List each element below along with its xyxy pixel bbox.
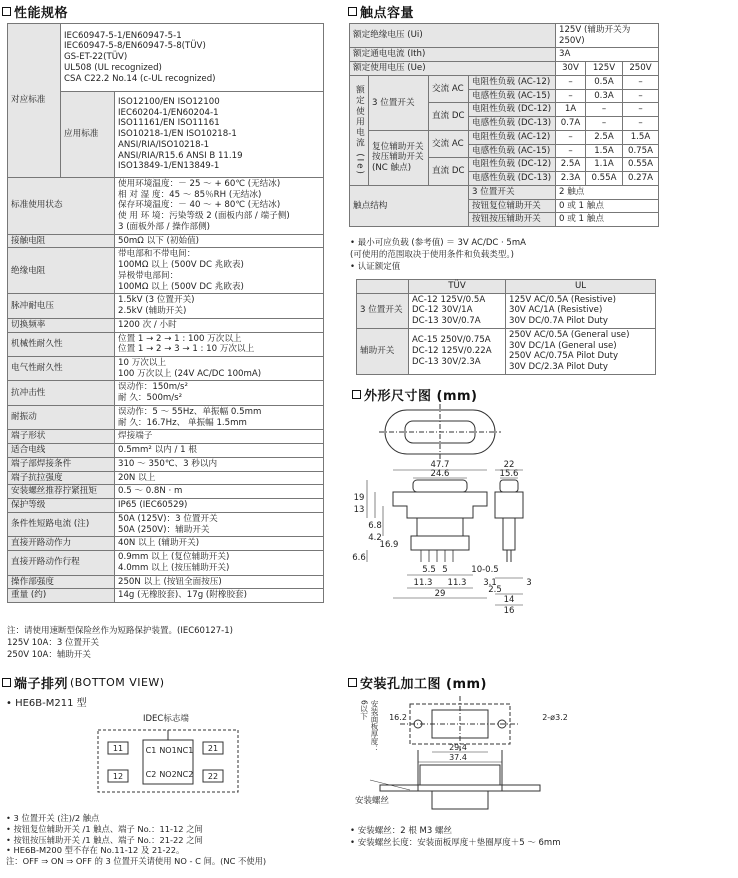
spec-label: 条件性短路电流 (注) [8, 512, 115, 536]
spec-value: 1200 次 / 小时 [115, 318, 324, 332]
term-nc2: NC2 [176, 770, 194, 779]
spec-value: 位置 1 → 2 → 1 : 100 万次以上 位置 1 → 2 → 3 → 1 : 10 万次以上 [115, 332, 324, 356]
spec-label: 操作部强度 [8, 575, 115, 589]
ui-value: 125V (辅助开关为 250V) [556, 24, 659, 48]
ie-label: 额定使用电流 (Ie) [350, 75, 369, 185]
load-value: 1.5A [586, 144, 623, 158]
ith-label: 额定通电电流 (Ith) [350, 48, 556, 62]
volt-header: 30V [556, 62, 586, 76]
spec-value: 0.5 ～ 0.8N · m [115, 485, 324, 499]
struct-label: 触点结构 [350, 185, 469, 226]
spec-value: 40N 以上 (辅助开关) [115, 537, 324, 551]
spec-label: 适合电线 [8, 444, 115, 458]
struct-value: 2 触点 [556, 185, 659, 199]
cert-name: 3 位置开关 [357, 293, 409, 328]
dim-11-3b: 11.3 [447, 578, 467, 588]
load-value: 0.75A [623, 144, 659, 158]
mount-16-2: 16.2 [389, 713, 407, 722]
term-no2: NO2 [159, 770, 177, 779]
load-value: – [623, 103, 659, 117]
dim-2-5: 2.5 [488, 585, 502, 595]
dim-47-7: 47.7 [430, 460, 450, 470]
spec-row [8, 405, 324, 429]
ui-label: 额定绝缘电压 (Ui) [350, 24, 556, 48]
spec-label: 绝缘电阻 [8, 248, 115, 294]
dim-16: 16 [503, 606, 515, 615]
ith-row [350, 48, 659, 62]
load-value: – [623, 89, 659, 103]
load-value: 0.7A [556, 117, 586, 131]
dim-5: 5 [442, 565, 448, 575]
term-c2: C2 [145, 770, 157, 779]
spec-row [8, 332, 324, 356]
spec-row [8, 589, 324, 603]
dim-6-6: 6.6 [352, 553, 366, 563]
spec-label: 端子部焊接条件 [8, 457, 115, 471]
contact-table [349, 23, 659, 227]
mount-title: 安装孔加工图 (mm) [348, 673, 487, 692]
mount-29-4: 29.4 [449, 743, 467, 752]
spec-row [8, 234, 324, 248]
std-row [8, 24, 324, 92]
term-12: 12 [112, 772, 124, 781]
ac-label: 交流 AC [429, 75, 469, 102]
load-value: – [556, 89, 586, 103]
spec-row [8, 457, 324, 471]
spec-row [8, 430, 324, 444]
spec-row [8, 178, 324, 235]
spec-label: 耐振动 [8, 405, 115, 429]
spec-row [8, 248, 324, 294]
spec-label: 重量 (约) [8, 589, 115, 603]
volt-header: 125V [586, 62, 623, 76]
app-label: 应用标准 [61, 92, 115, 178]
cert-tuv: AC-15 250V/0.75A DC-12 125V/0.22A DC-13 30V/2.3A [409, 328, 506, 374]
spec-label: 切换频率 [8, 318, 115, 332]
spec-value: 310 ～ 350℃、3 秒以内 [115, 457, 324, 471]
spec-value: 50mΩ 以下 (初始值) [115, 234, 324, 248]
struct-value: 0 或 1 触点 [556, 213, 659, 227]
load-value: – [586, 117, 623, 131]
cert-ul-header: UL [506, 280, 656, 294]
load-type: 电阻性负载 (AC-12) [469, 75, 556, 89]
volt-header: 250V [623, 62, 659, 76]
front-view-flange [393, 492, 487, 518]
aux-label: 复位辅助开关 按压辅助开关 (NC 触点) [369, 130, 429, 185]
spec-label: 脉冲耐电压 [8, 294, 115, 318]
load-type: 电阻性负载 (AC-12) [469, 130, 556, 144]
terminal-title: 端子排列 (BOTTOM VIEW) [2, 673, 165, 692]
spec-row [8, 357, 324, 381]
terminal-model: • HE6B-M211 型 [6, 698, 87, 709]
spec-row [8, 444, 324, 458]
ui-row [350, 24, 659, 48]
load-type: 电感性负载 (AC-15) [469, 144, 556, 158]
std-label: 对应标准 [8, 24, 61, 178]
load-value: 0.27A [623, 172, 659, 186]
spec-label: 安装螺丝推荐拧紧扭矩 [8, 485, 115, 499]
dc-label: 直流 DC [429, 103, 469, 130]
spec-label: 机械性耐久性 [8, 332, 115, 356]
cert-name: 辅助开关 [357, 328, 409, 374]
spec-label: 保护等级 [8, 499, 115, 513]
spec-value: 0.9mm 以上 (复位辅助开关) 4.0mm 以上 (按压辅助开关) [115, 551, 324, 575]
dimension-drawing [345, 400, 735, 615]
cert-ul: 125V AC/0.5A (Resistive) 30V AC/1A (Resistive) 30V DC/0.7A Pilot Duty [506, 293, 656, 328]
load-value: – [586, 103, 623, 117]
load-type: 电感性负载 (AC-15) [469, 89, 556, 103]
spec-label: 直接开路动作行程 [8, 551, 115, 575]
dim-16-9: 16.9 [379, 540, 399, 550]
dim-3: 3 [526, 578, 532, 588]
dim-22: 22 [503, 460, 515, 470]
perf-note: 注：请使用速断型保险丝作为短路保护装置。(IEC60127-1) 125V 10A：3 位置开关 250V 10A：辅助开关 [7, 626, 233, 660]
term-21: 21 [207, 744, 219, 753]
dim-19: 19 [353, 493, 365, 503]
spec-row [8, 499, 324, 513]
spec-label: 接触电阻 [8, 234, 115, 248]
dim-14: 14 [503, 595, 515, 605]
term-nc1: NC1 [176, 746, 194, 755]
spec-row [8, 512, 324, 536]
struct-name: 按钮复位辅助开关 [469, 199, 556, 213]
term-c1: C1 [145, 746, 157, 755]
mount-screw-label: 安装螺丝 [355, 796, 390, 806]
spec-value: 10 万次以上 100 万次以上 (24V AC/DC 100mA) [115, 357, 324, 381]
dim-5-5: 5.5 [422, 565, 436, 575]
idec-mark: IDEC标志端 [143, 714, 189, 724]
ue-row [350, 62, 659, 76]
struct-row [350, 185, 659, 199]
cert-table [356, 279, 656, 375]
cert-ul: 250V AC/0.5A (General use) 30V DC/1A (General use) 250V AC/0.75A Pilot Duty 30V DC/2.3A Pilot Duty [506, 328, 656, 374]
spec-value: 50A (125V)：3 位置开关 50A (250V)：辅助开关 [115, 512, 324, 536]
spec-label: 端子形状 [8, 430, 115, 444]
load-type: 电感性负载 (DC-13) [469, 172, 556, 186]
mount-notes: • 安装螺丝：2 根 M3 螺丝 • 安装螺丝长度：安装面板厚度＋垫圈厚度＋5 ～ 6mm [350, 826, 561, 848]
dim-6-8: 6.8 [368, 521, 382, 531]
ith-value: 3A [556, 48, 659, 62]
dim-13: 13 [353, 505, 365, 515]
dim-4-2: 4.2 [368, 533, 382, 543]
dc-label: 直流 DC [429, 158, 469, 185]
spec-value: 0.5mm² 以内 / 1 根 [115, 444, 324, 458]
load-value: 0.55A [623, 158, 659, 172]
spec-label: 端子抗拉强度 [8, 471, 115, 485]
spec-value: 250N 以上 (按钮全面按压) [115, 575, 324, 589]
perf-title: 性能规格 [2, 2, 68, 21]
load-value: 1.1A [586, 158, 623, 172]
dim-15-6: 15.6 [499, 469, 519, 479]
spec-label: 电气性耐久性 [8, 357, 115, 381]
load-value: 2.5A [586, 130, 623, 144]
dim-3-1: 3.1 [483, 578, 497, 588]
load-value: 2.5A [556, 158, 586, 172]
dim-24-6: 24.6 [430, 469, 450, 479]
load-type: 电感性负载 (DC-13) [469, 117, 556, 131]
terminal-notes: • 3 位置开关 (注)/2 触点 • 按钮复位辅助开关 /1 触点、端子 No.：11-12 之间 • 按钮按压辅助开关 /1 触点、端子 No.：21-22 之间 • HE6B-M200 型不存在 No.11-12 及 21-22。 注：OFF ⇒ ON ⇒ OFF 的 3 位置开关请使用 NO - C 间。(NC 不使用) [6, 813, 267, 867]
spec-label: 标准使用状态 [8, 178, 115, 235]
mount-panel-note: 安装面板厚度： 6以下 [359, 700, 379, 753]
struct-value: 0 或 1 触点 [556, 199, 659, 213]
term-22: 22 [207, 772, 219, 781]
load-value: 0.3A [586, 89, 623, 103]
cert-tuv: AC-12 125V/0.5A DC-12 30V/1A DC-13 30V/0.7A [409, 293, 506, 328]
spec-value: 误动作：5 ～ 55Hz、单振幅 0.5mm 耐 久：16.7Hz、 单振幅 1.5mm [115, 405, 324, 429]
load-value: – [556, 130, 586, 144]
spec-row [8, 575, 324, 589]
ac-label: 交流 AC [429, 130, 469, 157]
dim-29: 29 [434, 589, 446, 599]
contact-notes: • 最小可应负载 (参考值) ＝ 3V AC/DC · 5mA (可使用的范围取决于使用条件和负载类型。) • 认证额定值 [350, 238, 526, 272]
spec-value: 14g (无橡胶套)、17g (附橡胶套) [115, 589, 324, 603]
spec-value: 1.5kV (3 位置开关) 2.5kV (辅助开关) [115, 294, 324, 318]
load-value: 2.3A [556, 172, 586, 186]
term-no1: NO1 [159, 746, 177, 755]
load-value: 1.5A [623, 130, 659, 144]
contact-title: 触点容量 [348, 2, 414, 21]
spec-value: 误动作：150m/s² 耐 久：500m/s² [115, 381, 324, 405]
spec-row [8, 485, 324, 499]
spec-row [8, 381, 324, 405]
spec-value: 带电部和不带电间： 100MΩ 以上 (500V DC 兆欧表) 异极带电部间： 100MΩ 以上 (500V DC 兆欧表) [115, 248, 324, 294]
perf-table [7, 23, 324, 603]
app-values: ISO12100/EN ISO12100 IEC60204-1/EN60204-1 ISO11161/EN ISO11161 ISO10218-1/EN ISO10218-1 ANSI/RIA/ISO10218-1 ANSI/RIA/R15.6 ANSI B 11.19 ISO13849-1/EN13849-1 [115, 92, 324, 178]
load-row [350, 130, 659, 144]
term-11: 11 [112, 744, 124, 753]
terminal-diagram [88, 722, 248, 800]
load-type: 电阻性负载 (DC-12) [469, 103, 556, 117]
load-value: – [556, 75, 586, 89]
load-value: – [623, 75, 659, 89]
load-value: – [623, 117, 659, 131]
spec-row [8, 537, 324, 551]
load-value: – [556, 144, 586, 158]
cert-row [357, 293, 656, 328]
cert-row [357, 328, 656, 374]
spec-row [8, 294, 324, 318]
three-pos-label: 3 位置开关 [369, 75, 429, 130]
mount-37-4: 37.4 [449, 753, 467, 762]
load-value: 0.55A [586, 172, 623, 186]
struct-name: 按钮按压辅助开关 [469, 213, 556, 227]
load-row [350, 75, 659, 89]
spec-value: 焊接端子 [115, 430, 324, 444]
mount-hole: 2-ø3.2 [542, 713, 568, 722]
cert-tuv-header: TÜV [409, 280, 506, 294]
spec-label: 抗冲击性 [8, 381, 115, 405]
load-type: 电阻性负载 (DC-12) [469, 158, 556, 172]
load-value: 0.5A [586, 75, 623, 89]
spec-value: 使用环境温度：－ 25 ～ + 60℃ (无结冰) 相 对 湿 度：45 ～ 85％RH (无结冰) 保存环境温度：－ 40 ～ + 80℃ (无结冰) 使 用 环 境：污染等级 2 (面板内部 / 端子侧) 3 (面板外部 / 操作部侧) [115, 178, 324, 235]
load-value: 1A [556, 103, 586, 117]
dim-11-3a: 11.3 [413, 578, 433, 588]
dim-10-0-5: 10-0.5 [471, 565, 499, 575]
dims-title: 外形尺寸图 (mm) [352, 385, 478, 404]
spec-row [8, 318, 324, 332]
spec-row [8, 471, 324, 485]
spec-row [8, 551, 324, 575]
spec-value: 20N 以上 [115, 471, 324, 485]
std-values: IEC60947-5-1/EN60947-5-1 IEC60947-5-8/EN60947-5-8(TÜV) GS-ET-22(TÜV) UL508 (UL recognized) CSA C22.2 No.14 (c-UL recognized) [61, 24, 324, 92]
spec-label: 直接开路动作力 [8, 537, 115, 551]
struct-name: 3 位置开关 [469, 185, 556, 199]
spec-value: IP65 (IEC60529) [115, 499, 324, 513]
ue-label: 额定使用电压 (Ue) [350, 62, 556, 76]
